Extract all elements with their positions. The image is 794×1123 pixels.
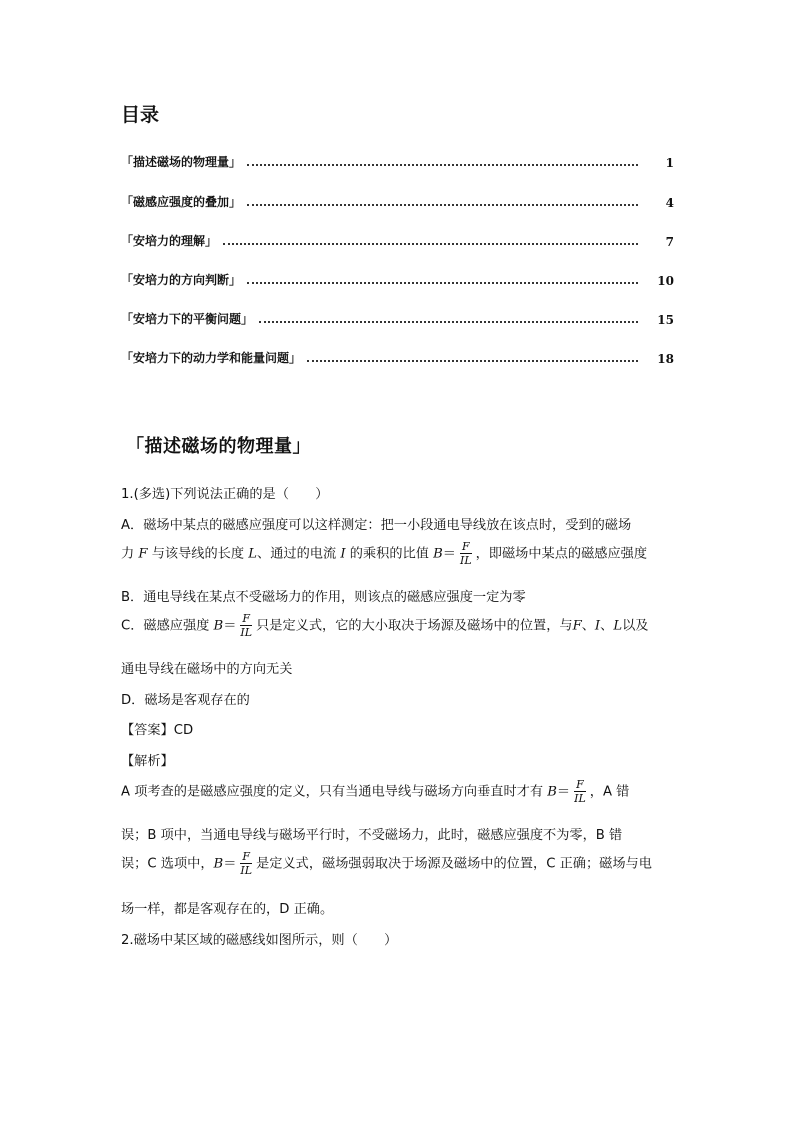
toc-entry-page: 15 (657, 313, 674, 327)
symbol-l: L (613, 618, 623, 634)
toc-entry-label: 「描述磁场的物理量」 (121, 155, 242, 169)
analysis-line-2: 误；B 项中，当通电导线与磁场平行时，不受磁场力，此时，磁感应强度不为零，B 错 (121, 828, 623, 843)
text: 误；C 选项中， (121, 856, 214, 872)
text: 、通过的电流 (257, 546, 341, 562)
symbol-f: F (572, 618, 582, 634)
toc-leader-dots (307, 360, 638, 362)
analysis-line-3 (121, 851, 652, 876)
toc-entry[interactable] (121, 190, 674, 210)
symbol-i: I (594, 618, 601, 634)
analysis-line-4: 场一样，都是客观存在的，D 正确。 (121, 902, 334, 917)
fraction-f-over-il (572, 779, 588, 804)
text: 是定义式，磁场强弱取决于场源及磁场中的位置，C 正确；磁场与电 (256, 856, 652, 872)
analysis-line-1 (121, 779, 629, 804)
fraction-numerator: F (461, 540, 470, 553)
toc-leader-dots (247, 164, 638, 166)
symbol-b: B (213, 856, 224, 872)
fraction-f-over-il (458, 541, 474, 566)
symbol-b: B (213, 618, 224, 634)
toc-entry-page: 7 (665, 235, 674, 249)
toc-entry-page: 1 (665, 156, 674, 170)
toc-entry[interactable] (121, 229, 674, 249)
symbol-b: B (433, 546, 443, 562)
toc-entry[interactable] (121, 346, 674, 366)
fraction-f-over-il (238, 851, 254, 876)
option-c-line-2: 通电导线在磁场中的方向无关 (121, 662, 293, 677)
fraction-numerator: F (242, 850, 251, 863)
toc-entry-label: 「安培力的理解」 (121, 234, 218, 248)
toc-entry[interactable] (121, 268, 674, 288)
fraction-numerator: F (242, 612, 251, 625)
separator: 、 (581, 618, 595, 634)
question-1-stem: 1.(多选)下列说法正确的是（ ） (121, 487, 329, 502)
option-c-line-1 (121, 613, 648, 638)
toc-entry[interactable] (121, 307, 674, 327)
separator: 、 (600, 618, 614, 634)
toc-entry-page: 18 (657, 352, 674, 366)
fraction-denominator: IL (459, 554, 472, 567)
symbol-i: I (340, 546, 346, 562)
toc-entry-label: 「安培力的方向判断」 (121, 273, 242, 287)
toc-entry[interactable] (121, 150, 674, 170)
toc-leader-dots (259, 321, 638, 323)
equals-sign: ＝ (223, 856, 237, 872)
text: A 项考查的是磁感应强度的定义，只有当通电导线与磁场方向垂直时才有 (121, 784, 548, 800)
text: ，A 错 (589, 784, 630, 800)
text: 的乘积的比值 (345, 546, 434, 562)
fraction-numerator: F (576, 778, 584, 791)
analysis-label: 【解析】 (121, 754, 174, 769)
fraction-denominator: IL (574, 792, 586, 805)
option-d: D．磁场是客观存在的 (121, 693, 250, 708)
text: 与该导线的长度 (147, 546, 249, 562)
option-a-line-1: A．磁场中某点的磁感应强度可以这样测定：把一小段通电导线放在该点时，受到的磁场 (121, 518, 632, 533)
toc-leader-dots (247, 204, 638, 206)
symbol-l: L (248, 546, 258, 562)
equals-sign: ＝ (556, 784, 571, 800)
text: ，即磁场中某点的磁感应强度 (475, 546, 648, 562)
fraction-denominator: IL (240, 626, 253, 639)
toc-entry-page: 4 (665, 196, 674, 210)
option-a-line-2 (121, 541, 647, 566)
answer: 【答案】CD (121, 723, 194, 738)
toc-entry-label: 「磁感应强度的叠加」 (121, 195, 242, 209)
text: 力 (121, 546, 139, 562)
toc-title: 目录 (121, 104, 160, 126)
toc-entry-page: 10 (657, 274, 674, 288)
section-title: 「描述磁场的物理量」 (126, 436, 311, 457)
equals-sign: ＝ (442, 546, 456, 562)
question-2-stem: 2.磁场中某区域的磁感线如图所示，则（ ） (121, 933, 398, 948)
toc-entry-label: 「安培力下的平衡问题」 (121, 312, 254, 326)
symbol-b: B (547, 784, 557, 800)
toc-leader-dots (247, 282, 638, 284)
fraction-f-over-il (238, 613, 254, 638)
fraction-denominator: IL (240, 864, 253, 877)
toc-entry-label: 「安培力下的动力学和能量问题」 (121, 351, 302, 365)
toc-leader-dots (223, 243, 638, 245)
symbol-f: F (138, 546, 148, 562)
equals-sign: ＝ (223, 618, 237, 634)
option-b: B．通电导线在某点不受磁场力的作用，则该点的磁感应强度一定为零 (121, 590, 526, 605)
text: C．磁感应强度 (121, 618, 214, 634)
text: 以及 (622, 618, 649, 634)
text: 只是定义式，它的大小取决于场源及磁场中的位置，与 (256, 618, 573, 634)
